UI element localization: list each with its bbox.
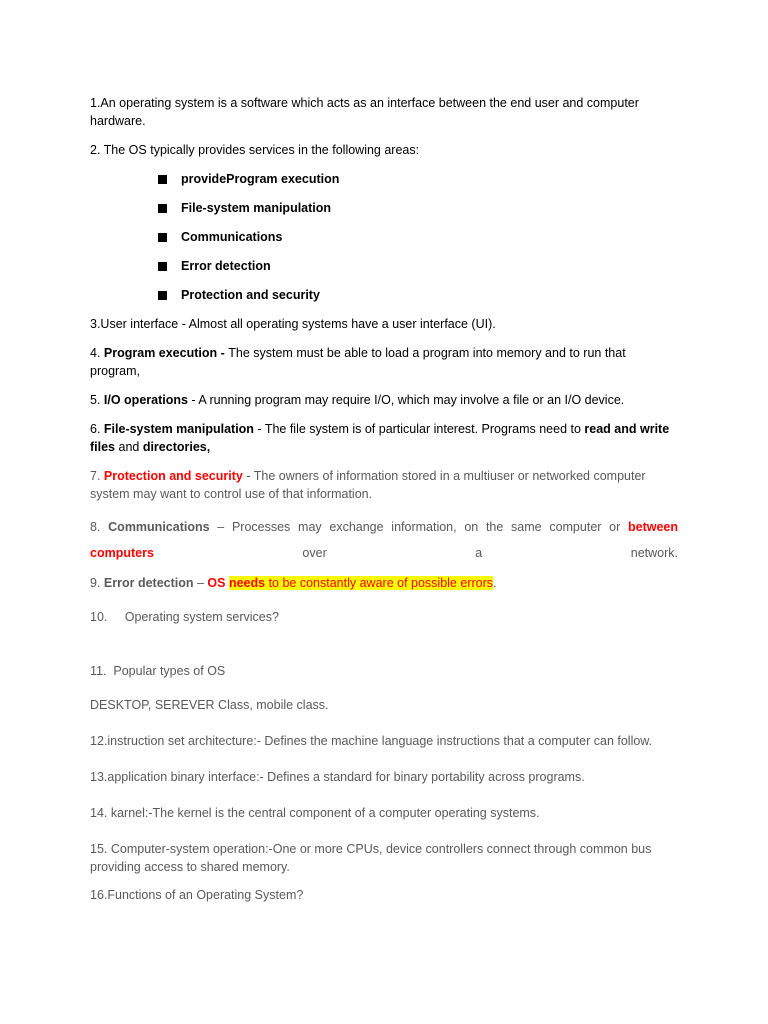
paragraph-16: 16.Functions of an Operating System?: [90, 888, 304, 902]
paragraph-14: 14. karnel:-The kernel is the central component of a computer operating systems.: [90, 806, 540, 820]
square-bullet-icon: [158, 233, 167, 242]
square-bullet-icon: [158, 204, 167, 213]
paragraph-5: 5. I/O operations - A running program may require I/O, which may involve a file or an I/O device.: [90, 393, 625, 407]
paragraph-15: 15. Computer-system operation:-One or more CPUs, device controllers connect through common bus providing access to shared memory.: [90, 842, 652, 874]
list-item: Communications: [158, 228, 678, 246]
paragraph-1: 1.An operating system is a software which acts as an interface between the end user and computer hardware.: [90, 96, 639, 128]
document-page: [90, 94, 678, 915]
square-bullet-icon: [158, 262, 167, 271]
square-bullet-icon: [158, 291, 167, 300]
paragraph-8: 8. Communications – Processes may exchange information, on the same computer or between computers over a network.: [90, 520, 678, 560]
square-bullet-icon: [158, 175, 167, 184]
paragraph-9: 9. Error detection – OS needs to be constantly aware of possible errors.: [90, 576, 497, 590]
list-item: provideProgram execution: [158, 170, 678, 188]
paragraph-11b: DESKTOP, SEREVER Class, mobile class.: [90, 698, 329, 712]
paragraph-6: 6. File-system manipulation - The file system is of particular interest. Programs need to read and write files and directories,: [90, 422, 670, 454]
paragraph-13: 13.application binary interface:- Defines a standard for binary portability across programs.: [90, 770, 585, 784]
services-list: [90, 170, 678, 304]
paragraph-12: 12.instruction set architecture:- Defines the machine language instructions that a computer can follow.: [90, 734, 653, 748]
paragraph-3: 3.User interface - Almost all operating systems have a user interface (UI).: [90, 317, 496, 331]
list-item: Protection and security: [158, 286, 678, 304]
list-item: File-system manipulation: [158, 199, 678, 217]
paragraph-7: 7. Protection and security - The owners of information stored in a multiuser or networked computer system may want to control use of that information.: [90, 469, 646, 501]
paragraph-11: 11. Popular types of OS: [90, 664, 226, 678]
paragraph-10: 10. Operating system services?: [90, 610, 279, 624]
list-item: Error detection: [158, 257, 678, 275]
paragraph-2: 2. The OS typically provides services in the following areas:: [90, 143, 420, 157]
paragraph-4: 4. Program execution - The system must be able to load a program into memory and to run that program,: [90, 346, 626, 378]
